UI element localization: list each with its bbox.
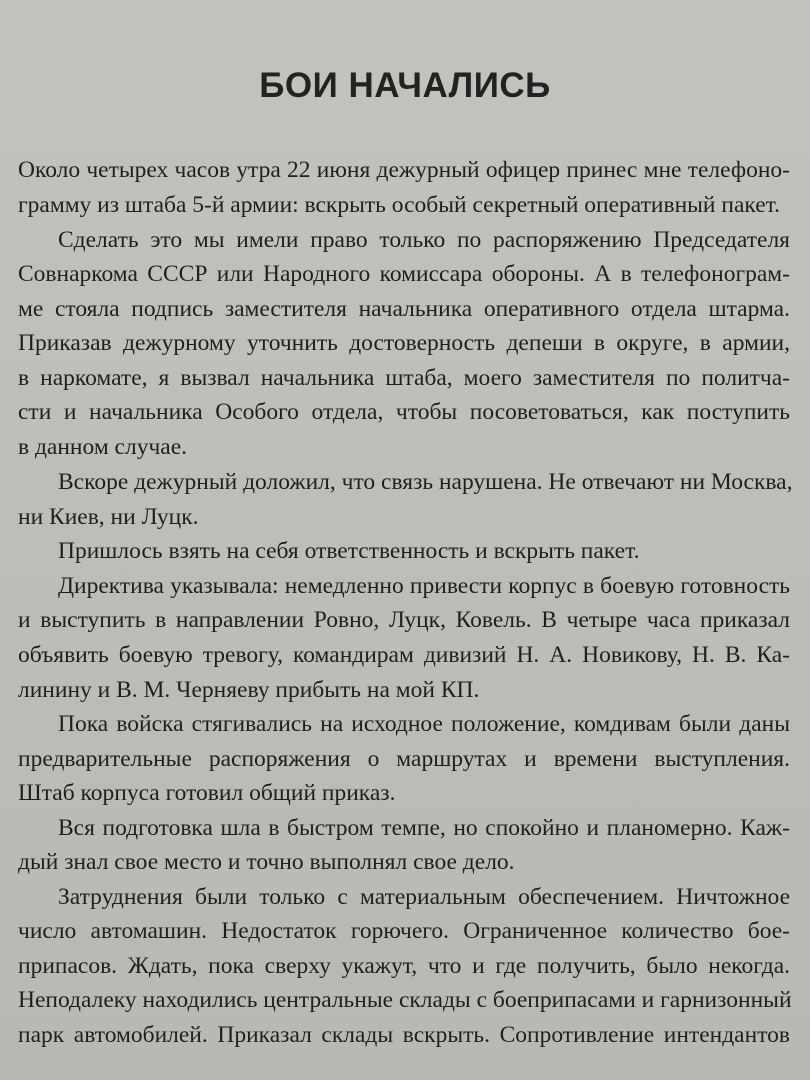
text-line: грамму из штаба 5-й армии: вскрыть особый секретный оперативный пакет. (18, 192, 781, 218)
text-line: дый знал свое место и точно выполнял свое дело. (18, 849, 515, 875)
text-line: в данном случае. (18, 434, 188, 460)
text-line: Пока войска стягивались на исходное положение, комдивам были даны (58, 711, 790, 737)
text-line: в наркомате, я вызвал начальника штаба, моего заместителя по политча- (18, 365, 790, 391)
text-line: Затруднения были только с материальным обеспечением. Ничтожное (58, 884, 790, 910)
text-line: Вскоре дежурный доложил, что связь нарушена. Не отвечают ни Москва, (58, 469, 793, 495)
text-line: и выступить в направлении Ровно, Луцк, Ковель. В четыре часа приказал (18, 607, 790, 633)
chapter-heading: БОИ НАЧАЛИСЬ (259, 66, 551, 105)
text-line: припасов. Ждать, пока сверху укажут, что и где получить, было некогда. (18, 953, 790, 979)
text-line: линину и В. М. Черняеву прибыть на мой КП. (18, 677, 480, 703)
text-line: Директива указывала: немедленно привести корпус в боевую готовность (58, 573, 790, 599)
text-line: объявить боевую тревогу, командирам дивизий Н. А. Новикову, Н. В. Ка- (18, 642, 790, 668)
text-line: ни Киев, ни Луцк. (18, 504, 199, 530)
text-line: предварительные распоряжения о маршрутах и времени выступления. (18, 746, 790, 772)
text-line: Пришлось взять на себя ответственность и вскрыть пакет. (58, 538, 640, 564)
text-line: Вся подготовка шла в быстром темпе, но спокойно и планомерно. Каж- (58, 815, 790, 841)
text-line: ме стояла подпись заместителя начальника оперативного отдела штарма. (18, 296, 790, 322)
text-line: Около четырех часов утра 22 июня дежурный офицер принес мне телефоно- (18, 157, 790, 183)
text-line: Неподалеку находились центральные склады с боеприпасами и гарнизонный (18, 987, 792, 1013)
text-line: Приказав дежурному уточнить достоверность депеши в округе, в армии, (18, 330, 790, 356)
text-line: парк автомобилей. Приказал склады вскрыть. Сопротивление интендантов (18, 1022, 790, 1048)
text-line: Сделать это мы имели право только по распоряжению Председателя (58, 227, 790, 253)
text-line: число автомашин. Недостаток горючего. Ограниченное количество бое- (18, 918, 790, 944)
text-line: сти и начальника Особого отдела, чтобы посоветоваться, как поступить (18, 399, 790, 425)
text-line: Штаб корпуса готовил общий приказ. (18, 780, 396, 806)
text-line: Совнаркома СССР или Народного комиссара обороны. А в телефонограм- (18, 261, 790, 287)
